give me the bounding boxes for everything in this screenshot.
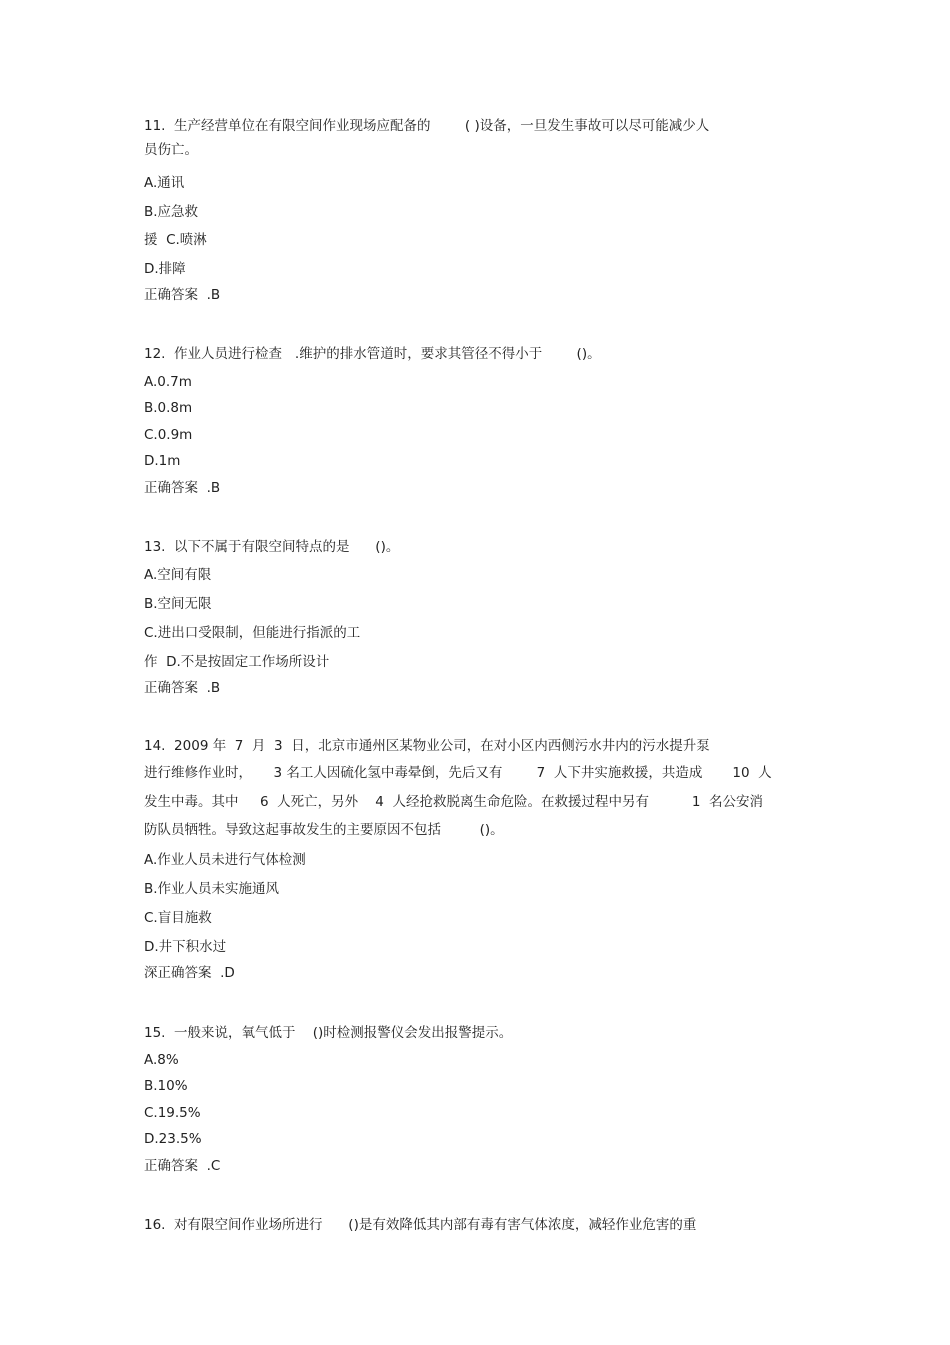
option-b: B.10% xyxy=(144,1078,188,1094)
option-c: C.19.5% xyxy=(144,1105,201,1121)
question-stem-line: 进行维修作业时， 3 名工人因硫化氢中毒晕倒，先后又有 7 人下井实施救援，共造成 10 人 xyxy=(144,765,772,781)
option-d: D.井下积水过 xyxy=(144,939,227,955)
answer-line: 正确答案 .B xyxy=(144,480,221,496)
question-stem-line: 防队员牺牲。导致这起事故发生的主要原因不包括 ()。 xyxy=(144,822,504,838)
answer-line: 正确答案 .B xyxy=(144,680,221,696)
question-stem-line: 发生中毒。其中 6 人死亡，另外 4 人经抢救脱离生命危险。在救援过程中另有 1 名公安消 xyxy=(144,794,764,810)
option-b: B.应急救 xyxy=(144,204,199,220)
answer-line: 深正确答案 .D xyxy=(144,965,235,981)
option-c: C.0.9m xyxy=(144,427,193,443)
question-stem-line: 员伤亡。 xyxy=(144,142,198,158)
question-stem-line: 16. 对有限空间作业场所进行 ()是有效降低其内部有毒有害气体浓度，减轻作业危害的重 xyxy=(144,1217,697,1233)
option-a: A.空间有限 xyxy=(144,567,212,583)
option-d: D.23.5% xyxy=(144,1131,202,1147)
answer-line: 正确答案 .C xyxy=(144,1158,221,1174)
question-stem-line: 11. 生产经营单位在有限空间作业现场应配备的 ( )设备，一旦发生事故可以尽可能减少人 xyxy=(144,118,710,134)
question-stem-line: 15. 一般来说，氧气低于 ()时检测报警仪会发出报警提示。 xyxy=(144,1025,513,1041)
option-b: B.空间无限 xyxy=(144,596,212,612)
option-a: A.0.7m xyxy=(144,374,192,390)
option-a: A.作业人员未进行气体检测 xyxy=(144,852,306,868)
question-stem-line: 14. 2009 年 7 月 3 日，北京市通州区某物业公司，在对小区内西侧污水井内的污水提升泵 xyxy=(144,738,710,754)
answer-line: 正确答案 .B xyxy=(144,287,221,303)
question-stem-line: 12. 作业人员进行检查 .维护的排水管道时，要求其管径不得小于 ()。 xyxy=(144,346,601,362)
option-b: B.作业人员未实施通风 xyxy=(144,881,280,897)
question-stem-line: 13. 以下不属于有限空间特点的是 ()。 xyxy=(144,539,400,555)
option-c: C.盲目施救 xyxy=(144,910,212,926)
option-b: B.0.8m xyxy=(144,400,193,416)
option-d: D.排障 xyxy=(144,261,186,277)
option-d: D.1m xyxy=(144,453,181,469)
option-c: 援 C.喷淋 xyxy=(144,232,207,248)
option-a: A.通讯 xyxy=(144,175,185,191)
option-c: C.进出口受限制，但能进行指派的工 xyxy=(144,625,361,641)
option-a: A.8% xyxy=(144,1052,179,1068)
option-d: 作 D.不是按固定工作场所设计 xyxy=(144,654,330,670)
